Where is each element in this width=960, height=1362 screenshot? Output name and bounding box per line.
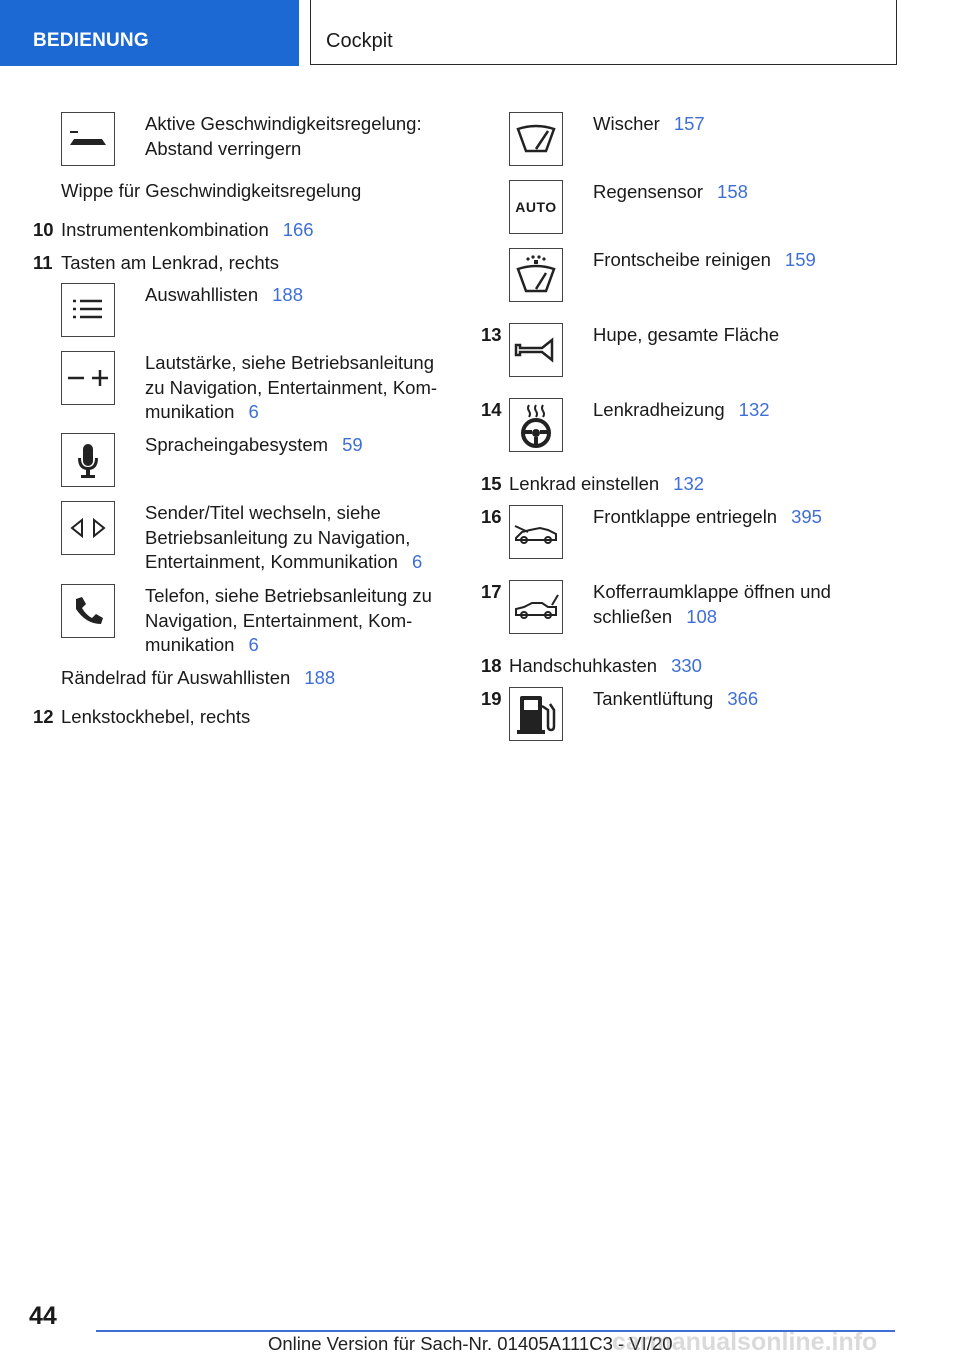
volume-label: Lautstärke, siehe Betriebsanleitung zu Navigation, Entertainment, Kom- munikation (145, 352, 438, 422)
wiper-text (593, 112, 705, 137)
wiper-label: Wischer (593, 113, 660, 134)
item-12-label: Lenkstockhebel, rechts (61, 706, 251, 727)
fuel-pump-icon (509, 687, 563, 741)
item-15-text (509, 472, 704, 497)
trunk-lid-icon (509, 580, 563, 634)
item-18-text (509, 654, 702, 679)
lists-text (145, 283, 303, 308)
voice-ref[interactable]: 59 (342, 434, 363, 455)
cruise-distance-text: Aktive Geschwindigkeitsregelung: Abstand verringern (145, 113, 422, 159)
item-16-text (593, 505, 822, 530)
item-16-ref[interactable]: 395 (791, 506, 822, 527)
auto-icon-text: AUTO (515, 199, 557, 215)
station-ref[interactable]: 6 (411, 551, 423, 572)
phone-label: Telefon, siehe Betriebsanleitung zu Navigation, Entertainment, Kom- munikation (145, 585, 432, 655)
station-text (145, 501, 422, 575)
footer-text: Online Version für Sach-Nr. 01405A111C3 - VI/20 (268, 1333, 673, 1354)
item-13-number: 13 (481, 324, 502, 345)
item-17-number: 17 (481, 581, 502, 602)
item-10 (61, 218, 314, 243)
rain-text (593, 180, 748, 205)
phone-text (145, 584, 432, 658)
voice-text (145, 433, 363, 458)
volume-icon (61, 351, 115, 405)
distance-reduce-icon (61, 112, 115, 166)
rain-label: Regensensor (593, 181, 704, 202)
wiper-ref[interactable]: 157 (673, 113, 705, 134)
thumbwheel-label: Rändelrad für Auswahllisten (61, 667, 291, 688)
item-15-number: 15 (481, 473, 502, 494)
item-18-label: Handschuhkasten (509, 655, 658, 676)
voice-label: Spracheingabesystem (145, 434, 329, 455)
item-16-number: 16 (481, 506, 502, 527)
steering-heating-icon (509, 398, 563, 452)
item-11-label: Tasten am Lenkrad, rechts (61, 252, 279, 273)
watermark: carmanualsonline.info (612, 1328, 878, 1356)
wiper-icon (509, 112, 563, 166)
item-16-label: Frontklappe entriegeln (593, 506, 778, 527)
list-icon (61, 283, 115, 337)
volume-ref[interactable]: 6 (248, 401, 259, 422)
item-15-label: Lenkrad einstellen (509, 473, 660, 494)
washer-icon (509, 248, 563, 302)
rain-ref[interactable]: 158 (717, 181, 748, 202)
item-18-ref[interactable]: 330 (671, 655, 702, 676)
horn-icon (509, 323, 563, 377)
item-14-label: Lenkradheizung (593, 399, 725, 420)
lists-label: Auswahllisten (145, 284, 259, 305)
item-15-ref[interactable]: 132 (673, 473, 705, 494)
lists-ref[interactable]: 188 (272, 284, 303, 305)
item-11-number: 11 (33, 252, 53, 273)
washer-label: Frontscheibe reinigen (593, 249, 771, 270)
chapter-title: Cockpit (326, 30, 393, 52)
item-10-label: Instrumentenkombination (61, 219, 269, 240)
phone-icon (61, 584, 115, 638)
washer-text (593, 248, 816, 273)
auto-rain-sensor-icon (509, 180, 563, 234)
section-title: BEDIENUNG (33, 30, 149, 51)
item-10-number: 10 (33, 219, 54, 240)
prev-next-icon (61, 501, 115, 555)
microphone-icon (61, 433, 115, 487)
item-18-number: 18 (481, 655, 502, 676)
item-17-ref[interactable]: 108 (686, 605, 718, 627)
station-label: Sender/Titel wechseln, siehe Betriebsanleitung zu Navigation, Entertainment, Kommunikation (145, 502, 411, 572)
thumbwheel-ref[interactable]: 188 (304, 667, 336, 688)
page-number: 44 (29, 1302, 57, 1330)
item-19-ref[interactable]: 366 (727, 688, 759, 709)
item-10-ref[interactable]: 166 (282, 219, 314, 240)
phone-ref[interactable]: 6 (248, 634, 259, 655)
item-14-ref[interactable]: 132 (738, 399, 770, 420)
volume-text (145, 351, 437, 425)
item-17-label: Kofferraumklappe öffnen und schließen (593, 581, 831, 627)
chapter-tab (310, 0, 897, 65)
rocker-text: Wippe für Geschwindigkeitsregelung (61, 180, 362, 201)
item-12-number: 12 (33, 706, 54, 727)
thumbwheel-text (61, 666, 335, 691)
item-13-label: Hupe, gesamte Fläche (593, 324, 780, 345)
washer-ref[interactable]: 159 (784, 249, 816, 270)
section-tab (0, 0, 299, 66)
item-19-label: Tankentlüftung (593, 688, 714, 709)
item-19-number: 19 (481, 688, 502, 709)
item-17-text (593, 580, 831, 629)
item-14-number: 14 (481, 399, 502, 420)
item-14-text (593, 398, 770, 423)
hood-release-icon (509, 505, 563, 559)
item-19-text (593, 687, 758, 712)
